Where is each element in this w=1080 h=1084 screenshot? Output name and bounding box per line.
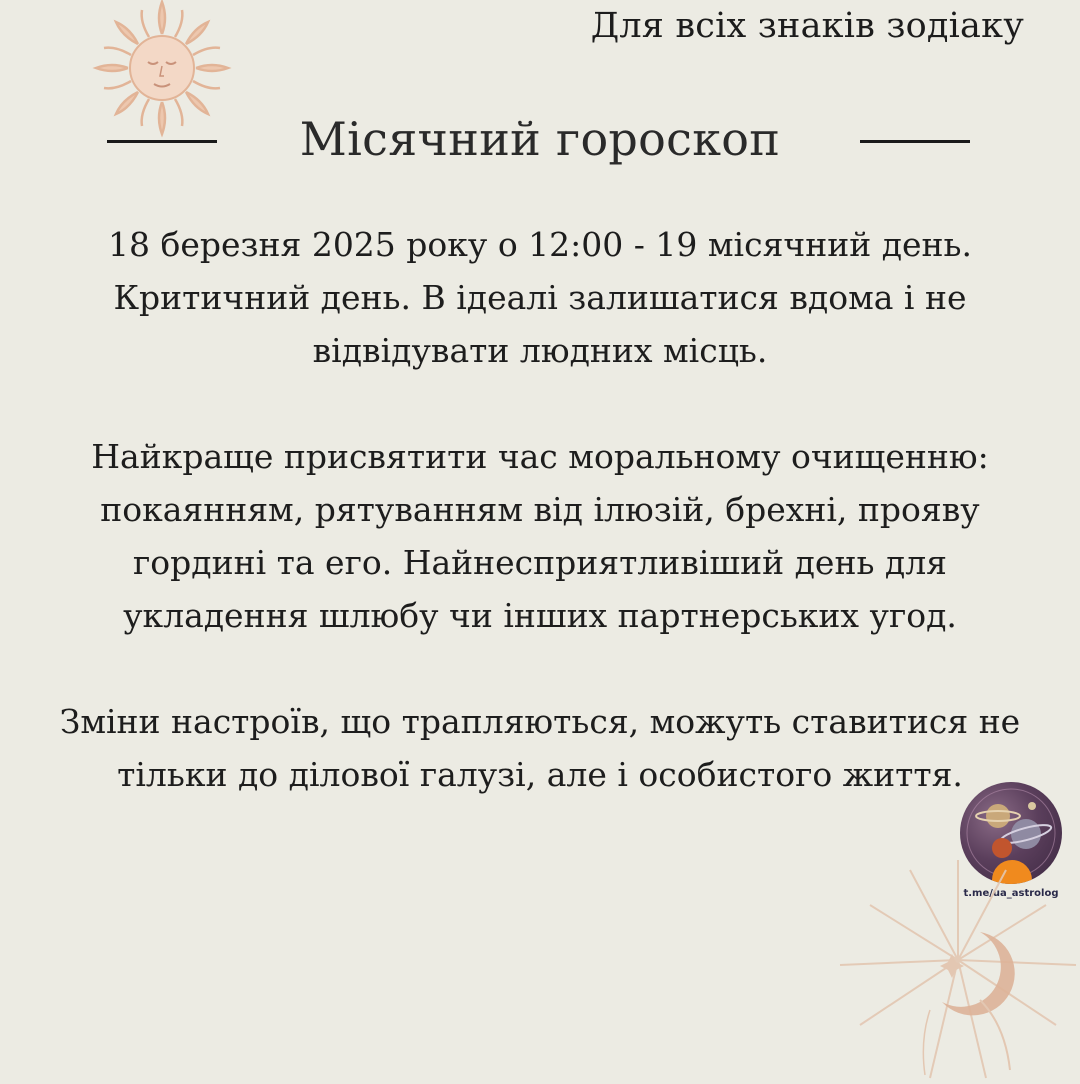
paragraph-2: Найкраще присвятити час моральному очищенню: покаянням, рятуванням від ілюзій, брехні, прояву гордині та его. Найнесприятливіший день для укладення шлюбу чи інших партнерських угод. (91, 437, 989, 635)
horoscope-body (40, 218, 1040, 801)
page-title: Місячний гороскоп (299, 112, 781, 166)
page-subtitle: Для всіх знаків зодіаку (590, 6, 1024, 46)
title-rule-right (860, 140, 970, 143)
crescent-moon-icon (830, 850, 1080, 1080)
paragraph-1: 18 березня 2025 року о 12:00 - 19 місячний день. Критичний день. В ідеалі залишатися вдома і не відвідувати людних місць. (107, 225, 972, 370)
paragraph-3: Зміни настроїв, що трапляються, можуть ставитися не тільки до ділової галузі, але і особистого життя. (59, 702, 1021, 794)
title-row (0, 112, 1080, 176)
channel-link[interactable]: t.me/ua_astrolog (963, 888, 1059, 899)
